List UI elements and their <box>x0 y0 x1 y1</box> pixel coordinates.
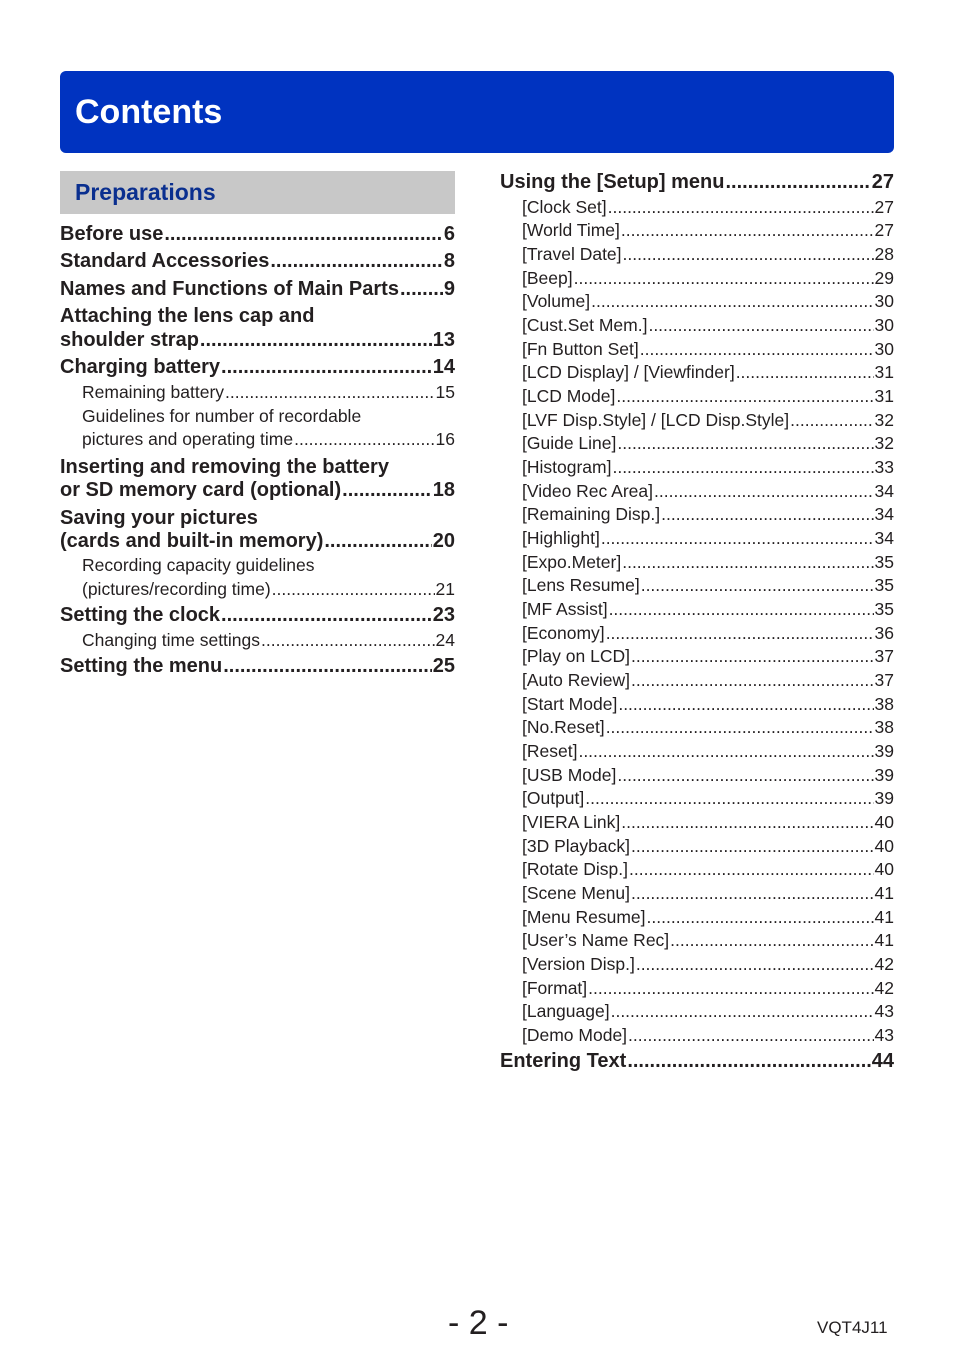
dot-leader <box>324 529 431 553</box>
toc-page-number: 15 <box>435 382 455 402</box>
toc-page-number: 42 <box>874 978 894 998</box>
toc-page-number: 37 <box>874 646 894 666</box>
toc-entry-label: [MF Assist] <box>522 599 608 619</box>
toc-entry[interactable] <box>60 249 455 273</box>
toc-entry[interactable] <box>82 381 455 403</box>
dot-leader <box>622 551 873 573</box>
toc-entry[interactable] <box>522 882 894 904</box>
dot-leader <box>628 1024 873 1046</box>
toc-entry[interactable] <box>522 574 894 596</box>
toc-entry-label: [No.Reset] <box>522 717 605 737</box>
dot-leader <box>221 355 432 379</box>
toc-page-number: 27 <box>871 171 894 193</box>
toc-entry[interactable] <box>522 267 894 289</box>
toc-page-number: 34 <box>874 481 894 501</box>
toc-entry-label: [Lens Resume] <box>522 575 640 595</box>
toc-entry[interactable] <box>522 409 894 431</box>
toc-entry-label[interactable]: Guidelines for number of recordable <box>82 406 362 426</box>
dot-leader <box>631 669 874 691</box>
toc-page-number: 42 <box>874 954 894 974</box>
toc-page-number: 38 <box>874 717 894 737</box>
toc-entry[interactable] <box>522 503 894 525</box>
dot-leader <box>200 328 432 352</box>
toc-entry[interactable] <box>522 243 894 265</box>
toc-entry-label: [Economy] <box>522 623 605 643</box>
dot-leader <box>648 314 873 336</box>
toc-entry[interactable] <box>522 622 894 644</box>
toc-entry[interactable] <box>522 527 894 549</box>
page-title: Contents <box>75 93 223 131</box>
toc-entry[interactable] <box>60 529 455 553</box>
toc-entry[interactable] <box>522 645 894 667</box>
toc-page-number: 30 <box>874 315 894 335</box>
dot-leader <box>608 196 874 218</box>
toc-entry[interactable] <box>60 478 455 502</box>
toc-page-number: 23 <box>432 604 455 626</box>
toc-entry[interactable] <box>522 385 894 407</box>
dot-leader <box>621 811 873 833</box>
toc-page-number: 32 <box>874 433 894 453</box>
toc-page-number: 28 <box>874 244 894 264</box>
toc-entry[interactable] <box>522 361 894 383</box>
toc-entry[interactable] <box>500 1049 894 1073</box>
toc-page-number: 40 <box>874 836 894 856</box>
toc-entry[interactable] <box>522 219 894 241</box>
toc-entry-label: shoulder strap <box>60 329 199 351</box>
toc-entry-label: [Scene Menu] <box>522 883 630 903</box>
toc-page-number: 21 <box>435 579 455 599</box>
toc-entry-label: pictures and operating time <box>82 429 294 449</box>
dot-leader <box>736 361 874 383</box>
section-title: Preparations <box>75 179 216 205</box>
toc-entry[interactable] <box>522 811 894 833</box>
toc-page-number: 16 <box>435 429 455 449</box>
toc-entry[interactable] <box>522 929 894 951</box>
toc-entry-label: [Cust.Set Mem.] <box>522 315 648 335</box>
dot-leader <box>294 428 434 450</box>
toc-page-number: 29 <box>874 268 894 288</box>
toc-entry[interactable] <box>522 432 894 454</box>
toc-page-number: 38 <box>874 694 894 714</box>
toc-entry[interactable] <box>522 977 894 999</box>
toc-entry[interactable] <box>522 669 894 691</box>
toc-entry[interactable] <box>60 222 455 246</box>
dot-leader <box>574 267 874 289</box>
toc-entry[interactable] <box>522 858 894 880</box>
toc-entry-label: [Format] <box>522 978 588 998</box>
toc-page-number: 36 <box>874 623 894 643</box>
toc-entry-label[interactable]: Inserting and removing the battery <box>60 456 389 478</box>
document-code: VQT4J11 <box>817 1318 888 1337</box>
toc-entry-label: Setting the clock <box>60 604 221 626</box>
toc-page-number: 31 <box>874 362 894 382</box>
toc-page-number: 40 <box>874 812 894 832</box>
toc-entry[interactable] <box>522 338 894 360</box>
toc-entry[interactable] <box>522 906 894 928</box>
toc-page-number: 44 <box>871 1050 894 1072</box>
toc-entry-label: Before use <box>60 223 164 245</box>
toc-page-number: 41 <box>874 883 894 903</box>
toc-entry-label: Charging battery <box>60 356 221 378</box>
toc-page-number: 39 <box>874 741 894 761</box>
toc-entry[interactable] <box>522 1024 894 1046</box>
toc-entry-label: [Rotate Disp.] <box>522 859 629 879</box>
toc-entry[interactable] <box>522 787 894 809</box>
toc-page-number: 25 <box>432 655 455 677</box>
dot-leader <box>631 835 874 857</box>
toc-entry-label: [Remaining Disp.] <box>522 504 661 524</box>
dot-leader <box>612 456 873 478</box>
page-number: - 2 - <box>448 1304 509 1342</box>
toc-entry-label: Changing time settings <box>82 630 261 650</box>
toc-page-number: 20 <box>432 530 455 552</box>
toc-entry[interactable] <box>82 629 455 651</box>
dot-leader <box>631 645 874 667</box>
dot-leader <box>606 622 874 644</box>
toc-entry[interactable] <box>522 314 894 336</box>
toc-entry[interactable] <box>60 355 455 379</box>
toc-entry-label: [VIERA Link] <box>522 812 621 832</box>
toc-entry[interactable] <box>60 328 455 352</box>
dot-leader <box>640 338 874 360</box>
toc-page-number: 40 <box>874 859 894 879</box>
toc-entry[interactable] <box>522 290 894 312</box>
dot-leader <box>591 290 873 312</box>
toc-entry-label: [LCD Mode] <box>522 386 616 406</box>
toc-page-number: 6 <box>443 223 455 245</box>
toc-entry[interactable] <box>522 953 894 975</box>
toc-page-number: 43 <box>874 1025 894 1045</box>
contents-banner <box>60 71 894 153</box>
toc-page-number: 41 <box>874 930 894 950</box>
toc-entry-label: [Guide Line] <box>522 433 617 453</box>
toc-entry[interactable] <box>82 428 455 450</box>
toc-entry-label: Setting the menu <box>60 655 223 677</box>
dot-leader <box>400 277 443 301</box>
dot-leader <box>578 740 873 762</box>
toc-page-number: 8 <box>443 250 455 272</box>
toc-page-number: 32 <box>874 410 894 430</box>
dot-leader <box>223 654 432 678</box>
toc-entry-label[interactable]: Saving your pictures <box>60 507 258 529</box>
toc-entry-label: (pictures/recording time) <box>82 579 271 599</box>
toc-page-number: 14 <box>432 356 455 378</box>
toc-entry[interactable] <box>522 835 894 857</box>
dot-leader <box>661 503 873 525</box>
dot-leader <box>616 385 873 407</box>
dot-leader <box>629 858 874 880</box>
toc-entry[interactable] <box>522 480 894 502</box>
toc-entry[interactable] <box>60 603 455 627</box>
toc-entry-label: [Clock Set] <box>522 197 607 217</box>
dot-leader <box>221 603 432 627</box>
dot-leader <box>261 629 435 651</box>
dot-leader <box>641 574 874 596</box>
toc-entry-label: Standard Accessories <box>60 250 270 272</box>
toc-page-number: 13 <box>432 329 455 351</box>
toc-entry-label: [Expo.Meter] <box>522 552 622 572</box>
toc-entry-label: [Beep] <box>522 268 573 288</box>
dot-leader <box>617 764 873 786</box>
toc-page-number: 24 <box>435 630 455 650</box>
toc-entry-label: [LVF Disp.Style] / [LCD Disp.Style] <box>522 410 790 430</box>
toc-page-number: 31 <box>874 386 894 406</box>
toc-entry-label: [Play on LCD] <box>522 646 630 666</box>
toc-entry-label: [3D Playback] <box>522 836 630 856</box>
toc-entry-label[interactable]: Recording capacity guidelines <box>82 555 315 575</box>
dot-leader <box>623 243 874 265</box>
toc-entry-label: [Start Mode] <box>522 694 618 714</box>
toc-entry-label: Names and Functions of Main Parts <box>60 278 399 300</box>
toc-page-number: 27 <box>874 197 894 217</box>
toc-entry-label: [USB Mode] <box>522 765 617 785</box>
toc-entry[interactable] <box>522 716 894 738</box>
toc-entry-label: Entering Text <box>500 1050 627 1072</box>
toc-entry-label: [Video Rec Area] <box>522 481 654 501</box>
dot-leader <box>342 478 432 502</box>
toc-page-number: 30 <box>874 339 894 359</box>
toc-entry-label: Using the [Setup] menu <box>500 171 725 193</box>
toc-entry-label: [Travel Date] <box>522 244 622 264</box>
toc-entry-label: [Menu Resume] <box>522 907 646 927</box>
dot-leader <box>617 432 873 454</box>
toc-page-number: 30 <box>874 291 894 311</box>
dot-leader <box>636 953 874 975</box>
dot-leader <box>272 578 435 600</box>
toc-entry-label: Remaining battery <box>82 382 225 402</box>
toc-entry[interactable] <box>522 740 894 762</box>
toc-entry-label[interactable]: Attaching the lens cap and <box>60 305 315 327</box>
toc-page-number: 34 <box>874 504 894 524</box>
toc-entry[interactable] <box>82 578 455 600</box>
toc-entry-label: [Output] <box>522 788 585 808</box>
toc-page-number: 37 <box>874 670 894 690</box>
toc-page-number: 35 <box>874 599 894 619</box>
dot-leader <box>270 249 443 273</box>
toc-entry[interactable] <box>500 170 894 194</box>
toc-entry-label: [Histogram] <box>522 457 612 477</box>
dot-leader <box>647 906 874 928</box>
toc-entry[interactable] <box>60 277 455 301</box>
toc-page-number: 34 <box>874 528 894 548</box>
toc-entry-label: or SD memory card (optional) <box>60 479 342 501</box>
dot-leader <box>606 716 874 738</box>
toc-page-number: 9 <box>443 278 455 300</box>
toc-entry[interactable] <box>60 654 455 678</box>
dot-leader <box>627 1049 870 1073</box>
toc-page-number: 39 <box>874 788 894 808</box>
dot-leader <box>601 527 874 549</box>
dot-leader <box>618 693 873 715</box>
section-header-preparations <box>60 171 455 214</box>
dot-leader <box>585 787 873 809</box>
toc-page-number: 27 <box>874 220 894 240</box>
dot-leader <box>654 480 874 502</box>
dot-leader <box>164 222 443 246</box>
dot-leader <box>609 598 874 620</box>
toc-entry[interactable] <box>522 598 894 620</box>
dot-leader <box>790 409 873 431</box>
toc-entry-label: [Fn Button Set] <box>522 339 639 359</box>
toc-entry[interactable] <box>522 764 894 786</box>
toc-entry-label: [Highlight] <box>522 528 600 548</box>
toc-entry-label: [LCD Display] / [Viewfinder] <box>522 362 735 382</box>
toc-entry-label: [Version Disp.] <box>522 954 635 974</box>
dot-leader <box>611 1000 874 1022</box>
dot-leader <box>725 170 870 194</box>
dot-leader <box>670 929 873 951</box>
toc-entry[interactable] <box>522 551 894 573</box>
toc-page-number: 35 <box>874 552 894 572</box>
toc-entry-label: [Demo Mode] <box>522 1025 628 1045</box>
dot-leader <box>631 882 874 904</box>
toc-entry[interactable] <box>522 456 894 478</box>
toc-entry-label: [Volume] <box>522 291 591 311</box>
toc-entry[interactable] <box>522 693 894 715</box>
toc-page-number: 35 <box>874 575 894 595</box>
toc-page-number: 43 <box>874 1001 894 1021</box>
toc-entry-label: [User’s Name Rec] <box>522 930 670 950</box>
dot-leader <box>621 219 874 241</box>
toc-page-number: 41 <box>874 907 894 927</box>
toc-entry-label: (cards and built-in memory) <box>60 530 324 552</box>
dot-leader <box>225 381 435 403</box>
toc-page-number: 33 <box>874 457 894 477</box>
toc-entry-label: [Auto Review] <box>522 670 630 690</box>
toc-entry[interactable] <box>522 1000 894 1022</box>
toc-entry-label: [World Time] <box>522 220 620 240</box>
toc-page-number: 39 <box>874 765 894 785</box>
toc-entry[interactable] <box>522 196 894 218</box>
dot-leader <box>588 977 873 999</box>
toc-entry-label: [Language] <box>522 1001 610 1021</box>
toc-entry-label: [Reset] <box>522 741 578 761</box>
toc-page-number: 18 <box>432 479 455 501</box>
